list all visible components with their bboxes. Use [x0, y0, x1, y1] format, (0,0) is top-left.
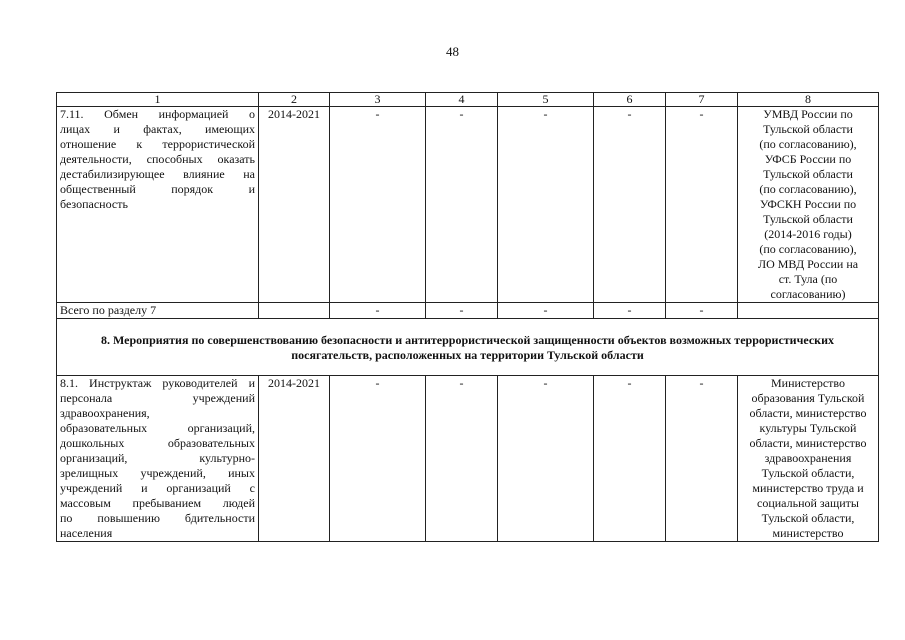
section-title-line: 8. Мероприятия по совершенствованию безопасности и антитеррористической защищенности объектов возможных террористических: [100, 333, 834, 347]
text-line: Тульской области,: [761, 511, 855, 525]
text-line: области, министерство: [749, 406, 867, 420]
text-line: министерство труда и: [752, 481, 864, 495]
text-line: Тульской области: [763, 212, 853, 226]
text-line: населения: [60, 526, 113, 540]
text-line: Тульской области,: [761, 466, 855, 480]
text-line: персонала учреждений: [60, 391, 255, 405]
text-line: дестабилизирующее влияние на: [60, 167, 255, 181]
value-cell: -: [594, 376, 666, 542]
text-line: деятельности, способных оказать: [60, 152, 255, 166]
header-cell: 5: [498, 93, 594, 107]
plan-table: [56, 92, 879, 542]
text-line: безопасность: [60, 197, 128, 211]
text-line: массовым пребыванием людей: [60, 496, 255, 510]
header-row: [57, 93, 879, 107]
text-line: УФСБ России по: [764, 152, 852, 166]
value-cell: -: [330, 376, 426, 542]
text-line: здравоохранения,: [60, 406, 150, 420]
text-line: по повышению бдительности: [60, 511, 255, 525]
header-cell: 7: [666, 93, 738, 107]
text-line: области, министерство: [749, 436, 867, 450]
measure-description: [57, 376, 259, 542]
header-cell: 3: [330, 93, 426, 107]
text-line: Тульской области: [763, 122, 853, 136]
section-title-line: посягательств, расположенных на территории Тульской области: [291, 348, 644, 362]
text-line: образовательных организаций,: [60, 421, 255, 435]
total-value-cell: -: [498, 303, 594, 319]
text-line: 7.11. Обмен информацией о: [60, 107, 255, 121]
total-period-cell: [259, 303, 330, 319]
total-value-cell: -: [426, 303, 498, 319]
text-line: Министерство: [771, 376, 845, 390]
text-line: учреждений и организаций с: [60, 481, 255, 495]
total-row-section-7: [57, 303, 879, 319]
total-value-cell: -: [594, 303, 666, 319]
text-line: министерство: [772, 526, 844, 540]
header-cell: 8: [738, 93, 879, 107]
responsible-cell: [738, 376, 879, 542]
text-line: согласованию): [770, 287, 846, 301]
header-cell: 4: [426, 93, 498, 107]
period-cell: 2014-2021: [259, 376, 330, 542]
total-label: Всего по разделу 7: [57, 303, 259, 319]
total-responsible-cell: [738, 303, 879, 319]
text-line: культуры Тульской: [759, 421, 857, 435]
table-row-8-1: [57, 376, 879, 542]
section-8-header-row: [57, 319, 879, 376]
value-cell: -: [666, 376, 738, 542]
text-line: 8.1. Инструктаж руководителей и: [60, 376, 255, 390]
total-value-cell: -: [666, 303, 738, 319]
text-line: зрелищных учреждений, иных: [60, 466, 255, 480]
text-line: здравоохранения: [764, 451, 852, 465]
total-value-cell: -: [330, 303, 426, 319]
text-line: дошкольных образовательных: [60, 436, 255, 450]
period-cell: 2014-2021: [259, 107, 330, 303]
page-number: 48: [446, 44, 459, 59]
section-8-title: [57, 319, 879, 376]
value-cell: -: [666, 107, 738, 303]
text-line: (2014-2016 годы): [764, 227, 852, 241]
value-cell: -: [426, 376, 498, 542]
text-line: общественный порядок и: [60, 182, 255, 196]
text-line: УМВД России по: [763, 107, 853, 121]
header-cell: 6: [594, 93, 666, 107]
header-cell: 2: [259, 93, 330, 107]
text-line: лицах и фактах, имеющих: [60, 122, 255, 136]
text-line: Тульской области: [763, 167, 853, 181]
value-cell: -: [426, 107, 498, 303]
responsible-cell: [738, 107, 879, 303]
value-cell: -: [498, 376, 594, 542]
measure-description: [57, 107, 259, 303]
text-line: ст. Тула (по: [778, 272, 838, 286]
value-cell: -: [594, 107, 666, 303]
text-line: ЛО МВД России на: [757, 257, 859, 271]
text-line: УФСКН России по: [759, 197, 857, 211]
table-row-7-11: [57, 107, 879, 303]
text-line: (по согласованию),: [759, 242, 857, 256]
value-cell: -: [498, 107, 594, 303]
header-cell: 1: [57, 93, 259, 107]
text-line: организаций, культурно-: [60, 451, 255, 465]
text-line: (по согласованию),: [759, 137, 857, 151]
text-line: (по согласованию),: [759, 182, 857, 196]
text-line: социальной защиты: [757, 496, 859, 510]
text-line: образования Тульской: [751, 391, 865, 405]
value-cell: -: [330, 107, 426, 303]
text-line: отношение к террористической: [60, 137, 255, 151]
